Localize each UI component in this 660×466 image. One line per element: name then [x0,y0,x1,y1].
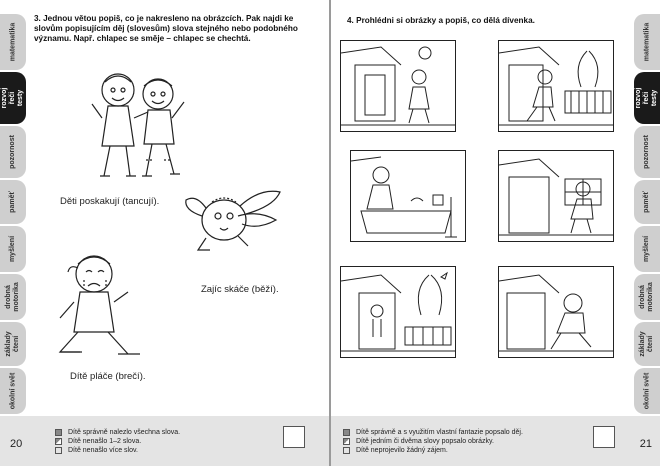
legend-item: Dítě správně a s využitím vlastní fantazie popsalo děj. [356,429,523,436]
tab-pamet[interactable]: paměť [634,180,660,224]
tab-pamet[interactable]: paměť [0,180,26,224]
left-page [0,0,329,466]
rabbit-illustration [182,176,286,256]
caption-crying: Dítě pláče (brečí). [70,371,146,382]
tab-pozornost[interactable]: pozornost [0,126,26,178]
legend-item: Dítě nenašlo 1–2 slova. [68,438,142,445]
tab-drobna-motorika[interactable]: drobná motorika [634,274,660,320]
tab-drobna-motorika[interactable]: drobná motorika [0,274,26,320]
tab-mysleni[interactable]: myšlení [634,226,660,272]
exercise-3-title: 3. Jednou větou popiš, co je nakresleno na obrázcích. Pak najdi ke slovům popisujícím děj (slovesům) slova stejného nebo podobného významu. Např. chlapec se směje – chlapec se chechtá. [34,14,298,43]
tab-pozornost[interactable]: pozornost [634,126,660,178]
picture-1 [340,40,456,132]
picture-2 [498,40,614,132]
full-square-icon [343,429,350,436]
left-legend [55,428,180,455]
legend-item: Dítě správně nalezlo všechna slova. [68,429,181,436]
tab-matematika[interactable]: matematika [0,14,26,70]
picture-4 [498,150,614,242]
picture-3 [350,150,466,242]
left-footer [0,416,329,466]
dancing-kids-illustration [88,68,188,190]
tab-rozvoj-reci[interactable]: rozvoj řeči testy [634,72,660,124]
tab-matematika[interactable]: matematika [634,14,660,70]
page-number: 20 [10,438,23,450]
caption-rabbit: Zajíc skáče (běží). [201,284,279,295]
right-legend [343,428,523,455]
tab-mysleni[interactable]: myšlení [0,226,26,272]
picture-5 [340,266,456,358]
tab-zaklady-cteni[interactable]: základy čtení [0,322,26,366]
half-square-icon [343,438,350,445]
tab-okolni-svet[interactable]: okolní svět [634,368,660,414]
tab-okolni-svet[interactable]: okolní svět [0,368,26,414]
legend-item: Dítě neprojevilo žádný zájem. [356,447,448,454]
picture-6 [498,266,614,358]
tab-rozvoj-reci[interactable]: rozvoj řeči testy [0,72,26,124]
legend-item: Dítě nenašlo více slov. [68,447,138,454]
evaluation-checkbox[interactable] [283,426,305,448]
caption-kids: Děti poskakují (tancují). [60,196,160,207]
crying-child-illustration [48,250,144,368]
empty-square-icon [55,447,62,454]
page-number: 21 [639,438,652,450]
tab-zaklady-cteni[interactable]: základy čtení [634,322,660,366]
exercise-4-title: 4. Prohlédni si obrázky a popiš, co dělá dívenka. [347,16,535,25]
right-footer [331,416,660,466]
evaluation-checkbox[interactable] [593,426,615,448]
empty-square-icon [343,447,350,454]
legend-item: Dítě jedním či dvěma slovy popsalo obrázky. [356,438,494,445]
right-page [331,0,660,466]
half-square-icon [55,438,62,445]
full-square-icon [55,429,62,436]
